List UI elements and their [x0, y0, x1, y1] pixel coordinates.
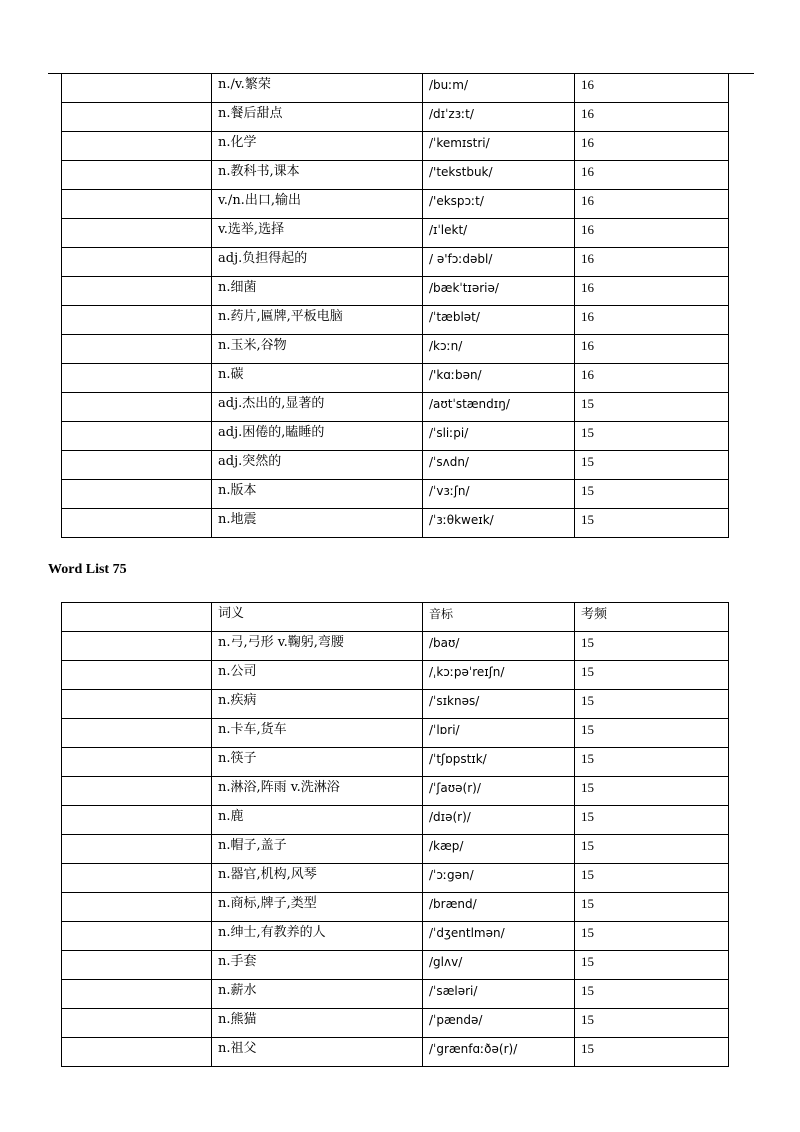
definition-cell: n.淋浴,阵雨 v.洗淋浴	[212, 777, 423, 806]
definition-cell: n./v.繁荣	[212, 74, 423, 103]
definition-cell: n.化学	[212, 132, 423, 161]
phonetic-cell: /ˈkemɪstri/	[423, 132, 575, 161]
table-row	[62, 103, 729, 132]
table-row	[62, 632, 729, 661]
phonetic-cell: /aʊtˈstændɪŋ/	[423, 393, 575, 422]
table-row	[62, 980, 729, 1009]
index-cell	[62, 335, 212, 364]
phonetic-cell: /dɪə(r)/	[423, 806, 575, 835]
frequency-cell: 16	[575, 277, 729, 306]
phonetic-cell: /ˈɜːθkweɪk/	[423, 509, 575, 538]
word-list-75-title: Word List 75	[48, 562, 127, 577]
phonetic-cell: /ˈdʒentlmən/	[423, 922, 575, 951]
frequency-cell: 15	[575, 393, 729, 422]
index-cell	[62, 161, 212, 190]
frequency-cell: 16	[575, 306, 729, 335]
index-cell	[62, 393, 212, 422]
frequency-cell: 15	[575, 777, 729, 806]
phonetic-header: 音标	[423, 603, 575, 632]
definition-cell: n.弓,弓形 v.鞠躬,弯腰	[212, 632, 423, 661]
phonetic-cell: /ˈsʌdn/	[423, 451, 575, 480]
frequency-cell: 15	[575, 748, 729, 777]
definition-cell: v.选举,选择	[212, 219, 423, 248]
phonetic-cell: /'ekspɔːt/	[423, 190, 575, 219]
definition-cell: adj.突然的	[212, 451, 423, 480]
definition-cell: n.熊猫	[212, 1009, 423, 1038]
phonetic-cell: /'kɑːbən/	[423, 364, 575, 393]
phonetic-cell: /ˈlɒri/	[423, 719, 575, 748]
frequency-cell: 15	[575, 422, 729, 451]
index-cell	[62, 248, 212, 277]
frequency-cell: 15	[575, 690, 729, 719]
definition-cell: adj.困倦的,瞌睡的	[212, 422, 423, 451]
definition-cell: adj.负担得起的	[212, 248, 423, 277]
table-row	[62, 509, 729, 538]
table-row	[62, 806, 729, 835]
index-cell	[62, 132, 212, 161]
frequency-cell: 15	[575, 893, 729, 922]
definition-cell: n.餐后甜点	[212, 103, 423, 132]
table-row	[62, 306, 729, 335]
index-cell	[62, 806, 212, 835]
phonetic-cell: /ˈgrænfɑːðə(r)/	[423, 1038, 575, 1067]
frequency-cell: 16	[575, 335, 729, 364]
frequency-cell: 16	[575, 132, 729, 161]
index-cell	[62, 719, 212, 748]
frequency-cell: 15	[575, 922, 729, 951]
frequency-cell: 15	[575, 1009, 729, 1038]
phonetic-cell: /brænd/	[423, 893, 575, 922]
frequency-cell: 16	[575, 248, 729, 277]
frequency-cell: 16	[575, 219, 729, 248]
definition-cell: n.帽子,盖子	[212, 835, 423, 864]
index-cell	[62, 480, 212, 509]
phonetic-cell: /dɪˈzɜːt/	[423, 103, 575, 132]
frequency-header: 考频	[575, 603, 729, 632]
index-cell	[62, 451, 212, 480]
table-row	[62, 748, 729, 777]
definition-cell: n.公司	[212, 661, 423, 690]
definition-cell: n.薪水	[212, 980, 423, 1009]
index-cell	[62, 277, 212, 306]
table-row	[62, 1009, 729, 1038]
frequency-cell: 15	[575, 951, 729, 980]
definition-cell: n.版本	[212, 480, 423, 509]
index-cell	[62, 219, 212, 248]
frequency-cell: 15	[575, 1038, 729, 1067]
index-cell	[62, 661, 212, 690]
frequency-cell: 15	[575, 719, 729, 748]
frequency-cell: 16	[575, 364, 729, 393]
frequency-cell: 15	[575, 806, 729, 835]
table-row	[62, 719, 729, 748]
definition-cell: n.地震	[212, 509, 423, 538]
definition-cell: n.祖父	[212, 1038, 423, 1067]
table-row	[62, 190, 729, 219]
index-cell	[62, 893, 212, 922]
phonetic-cell: /ˈsɪknəs/	[423, 690, 575, 719]
phonetic-cell: /kæp/	[423, 835, 575, 864]
index-cell	[62, 306, 212, 335]
phonetic-cell: /kɔːn/	[423, 335, 575, 364]
definition-cell: n.碳	[212, 364, 423, 393]
definition-cell: v./n.出口,输出	[212, 190, 423, 219]
table-row	[62, 364, 729, 393]
index-cell	[62, 922, 212, 951]
index-cell	[62, 1009, 212, 1038]
table-header-row	[62, 603, 729, 632]
table-row	[62, 480, 729, 509]
table-row	[62, 893, 729, 922]
table-row	[62, 248, 729, 277]
phonetic-cell: / ə'fɔːdəbl/	[423, 248, 575, 277]
table-row	[62, 335, 729, 364]
phonetic-cell: /buːm/	[423, 74, 575, 103]
frequency-cell: 15	[575, 451, 729, 480]
frequency-cell: 15	[575, 480, 729, 509]
index-cell	[62, 632, 212, 661]
index-cell	[62, 980, 212, 1009]
phonetic-cell: /ˌkɔːpəˈreɪʃn/	[423, 661, 575, 690]
definition-cell: n.绅士,有教养的人	[212, 922, 423, 951]
phonetic-cell: /ˈʃaʊə(r)/	[423, 777, 575, 806]
index-cell	[62, 690, 212, 719]
definition-header: 词义	[212, 603, 423, 632]
index-cell	[62, 103, 212, 132]
definition-cell: n.鹿	[212, 806, 423, 835]
table-row	[62, 777, 729, 806]
table-row	[62, 74, 729, 103]
table-row	[62, 951, 729, 980]
frequency-cell: 15	[575, 980, 729, 1009]
table-row	[62, 393, 729, 422]
table-row	[62, 451, 729, 480]
table-row	[62, 161, 729, 190]
definition-cell: n.筷子	[212, 748, 423, 777]
phonetic-cell: /ˈpændə/	[423, 1009, 575, 1038]
index-cell	[62, 1038, 212, 1067]
table-row	[62, 661, 729, 690]
table-row	[62, 132, 729, 161]
phonetic-cell: /ˈtæblət/	[423, 306, 575, 335]
index-cell	[62, 74, 212, 103]
table-row	[62, 835, 729, 864]
frequency-cell: 15	[575, 632, 729, 661]
table-row	[62, 277, 729, 306]
definition-cell: n.药片,匾牌,平板电脑	[212, 306, 423, 335]
phonetic-cell: /ɪˈlekt/	[423, 219, 575, 248]
phonetic-cell: /ˈsliːpi/	[423, 422, 575, 451]
index-cell	[62, 777, 212, 806]
definition-cell: n.玉米,谷物	[212, 335, 423, 364]
frequency-cell: 16	[575, 103, 729, 132]
phonetic-cell: /bækˈtɪəriə/	[423, 277, 575, 306]
index-cell	[62, 364, 212, 393]
phonetic-cell: /ˈtʃɒpstɪk/	[423, 748, 575, 777]
definition-cell: n.手套	[212, 951, 423, 980]
definition-cell: n.商标,牌子,类型	[212, 893, 423, 922]
definition-cell: n.教科书,课本	[212, 161, 423, 190]
index-cell	[62, 422, 212, 451]
table-row	[62, 422, 729, 451]
word-list-75-table	[61, 602, 729, 1067]
phonetic-cell: /ˈvɜːʃn/	[423, 480, 575, 509]
table-row	[62, 864, 729, 893]
phonetic-cell: /'tekstbuk/	[423, 161, 575, 190]
definition-cell: adj.杰出的,显著的	[212, 393, 423, 422]
table-row	[62, 922, 729, 951]
table-row	[62, 219, 729, 248]
table-row	[62, 690, 729, 719]
frequency-cell: 16	[575, 190, 729, 219]
index-cell	[62, 190, 212, 219]
definition-cell: n.卡车,货车	[212, 719, 423, 748]
definition-cell: n.细菌	[212, 277, 423, 306]
index-header-cell	[62, 603, 212, 632]
frequency-cell: 16	[575, 161, 729, 190]
index-cell	[62, 748, 212, 777]
definition-cell: n.疾病	[212, 690, 423, 719]
frequency-cell: 15	[575, 835, 729, 864]
word-list-74-table	[61, 73, 729, 538]
frequency-cell: 15	[575, 509, 729, 538]
phonetic-cell: /glʌv/	[423, 951, 575, 980]
phonetic-cell: /ˈsæləri/	[423, 980, 575, 1009]
index-cell	[62, 835, 212, 864]
definition-cell: n.器官,机构,风琴	[212, 864, 423, 893]
table-row	[62, 1038, 729, 1067]
index-cell	[62, 509, 212, 538]
frequency-cell: 15	[575, 864, 729, 893]
index-cell	[62, 864, 212, 893]
phonetic-cell: /baʊ/	[423, 632, 575, 661]
phonetic-cell: /ˈɔːgən/	[423, 864, 575, 893]
index-cell	[62, 951, 212, 980]
frequency-cell: 15	[575, 661, 729, 690]
frequency-cell: 16	[575, 74, 729, 103]
